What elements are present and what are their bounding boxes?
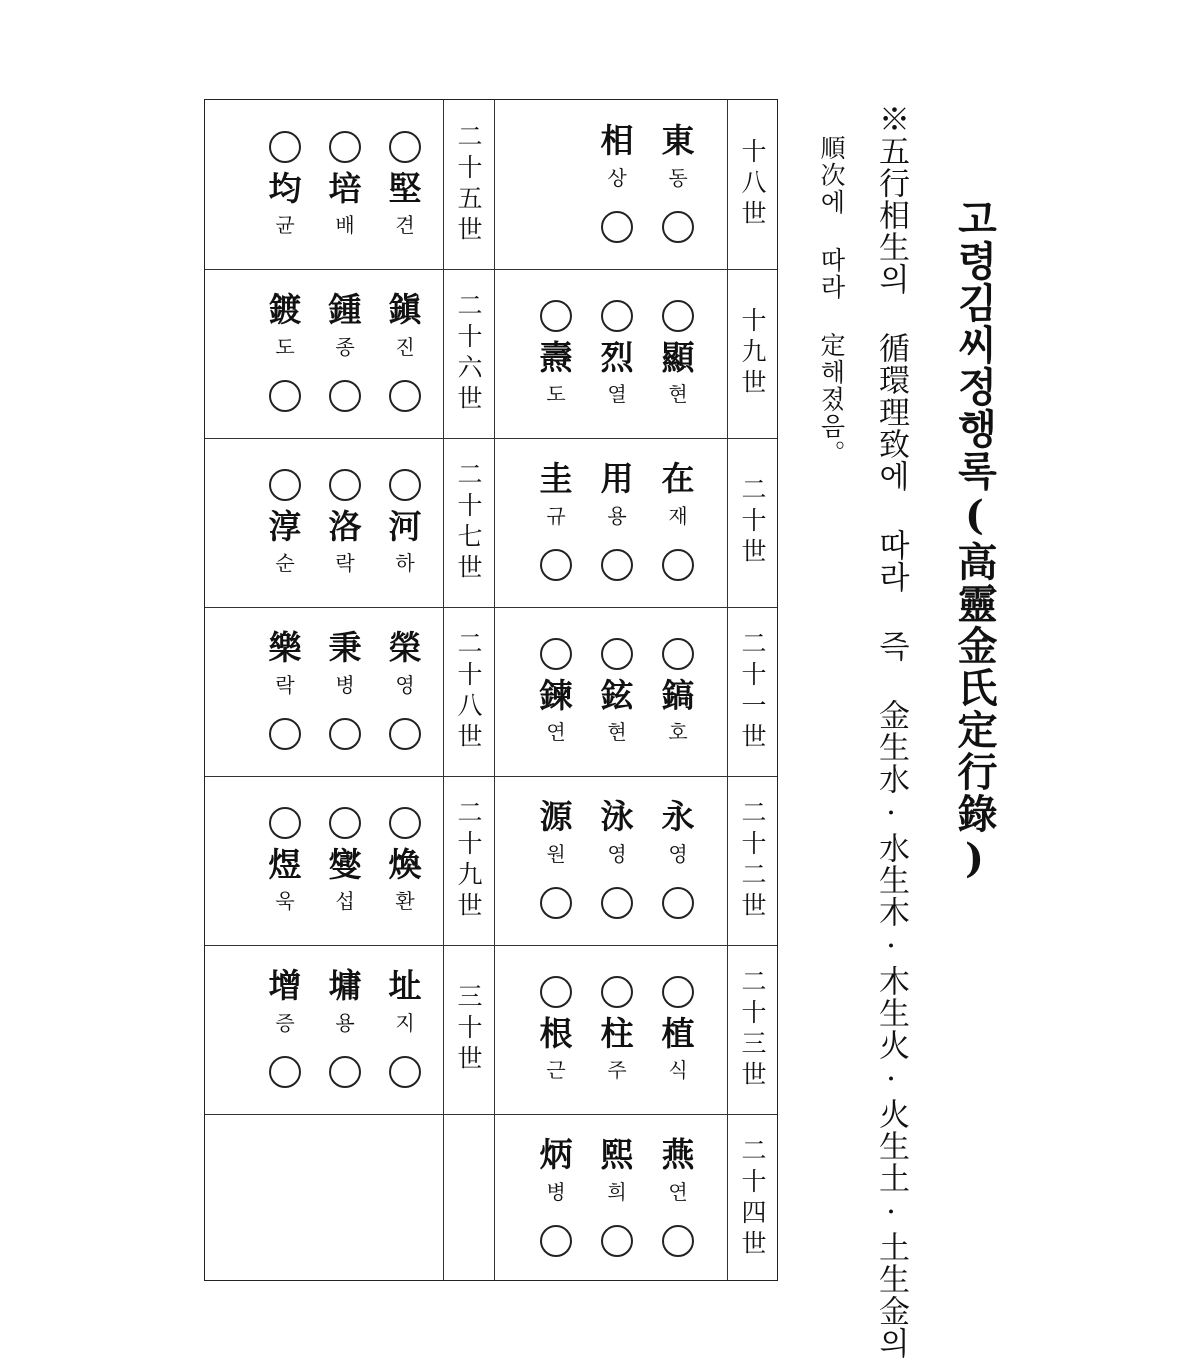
placeholder-circle-icon [662,211,694,243]
generation-text: 二十六世 [454,291,483,416]
placeholder-circle-icon [540,300,572,332]
placeholder-circle-icon [601,549,633,581]
hanja-character: 榮 [388,628,422,667]
hangul-reading: 영 [607,842,627,866]
name-entry [263,945,307,1114]
hangul-reading: 근 [546,1058,566,1082]
hanja-character: 燾 [539,338,573,377]
hanja-character: 鍾 [328,290,362,329]
name-entry [534,438,578,607]
hanja-character: 柱 [600,1014,634,1053]
generation-label [443,100,493,269]
placeholder-circle-icon [601,300,633,332]
hangul-reading: 하 [395,551,415,575]
name-entry [534,1114,578,1283]
hanja-character: 均 [268,169,302,208]
name-entry [323,269,367,438]
hangul-reading: 도 [546,382,566,406]
generation-label [443,269,493,438]
hangul-reading: 순 [275,551,295,575]
hanja-character: 東 [661,121,695,160]
hanja-character: 炳 [539,1135,573,1174]
placeholder-circle-icon [269,469,301,501]
generation-label [443,945,493,1114]
generation-text: 十八世 [738,138,767,231]
generation-label [727,1114,777,1283]
hanja-character: 相 [600,121,634,160]
placeholder-circle-icon [329,1056,361,1088]
name-entry [263,269,307,438]
hangul-reading: 병 [546,1180,566,1204]
hanja-character: 燕 [661,1135,695,1174]
hangul-reading: 락 [335,551,355,575]
placeholder-circle-icon [389,380,421,412]
placeholder-circle-icon [662,638,694,670]
generation-label [443,438,493,607]
generation-label [727,438,777,607]
hanja-character: 植 [661,1014,695,1053]
placeholder-circle-icon [601,211,633,243]
hangul-reading: 진 [395,335,415,359]
generation-text: 二十八世 [454,629,483,754]
note-line-2: 順次에 따라 定해졌음。 [817,135,846,467]
name-entry [656,1114,700,1283]
hanja-character: 熙 [600,1135,634,1174]
name-entry [595,100,639,269]
name-entry [383,776,427,945]
name-entry [534,607,578,776]
hanja-character: 鎬 [661,676,695,715]
placeholder-circle-icon [269,131,301,163]
hangul-reading: 종 [335,335,355,359]
hangul-reading: 환 [395,889,415,913]
name-entry [534,945,578,1114]
hanja-character: 秉 [328,628,362,667]
hangul-reading: 동 [668,166,688,190]
hanja-character: 鍍 [268,290,302,329]
hangul-reading: 현 [607,720,627,744]
document-title: 고령김씨정행록(高靈金氏定行錄) [951,198,998,884]
placeholder-circle-icon [662,887,694,919]
name-entry [595,438,639,607]
name-cell [205,100,443,269]
hanja-character: 根 [539,1014,573,1053]
placeholder-circle-icon [662,549,694,581]
name-entry [656,100,700,269]
placeholder-circle-icon [601,1225,633,1257]
hangul-reading: 연 [668,1180,688,1204]
placeholder-circle-icon [389,131,421,163]
placeholder-circle-icon [329,380,361,412]
hanja-character: 址 [388,966,422,1005]
generation-text: 十九世 [738,307,767,400]
name-cell [205,1114,443,1283]
placeholder-circle-icon [389,807,421,839]
hanja-character: 樂 [268,628,302,667]
name-entry [656,776,700,945]
name-cell [205,607,443,776]
name-cell [205,438,443,607]
hangul-reading: 섭 [335,889,355,913]
name-entry [656,438,700,607]
name-entry [656,945,700,1114]
hangul-reading: 영 [395,673,415,697]
name-entry [323,776,367,945]
hangul-reading: 희 [607,1180,627,1204]
hangul-reading: 증 [275,1011,295,1035]
hangul-reading: 호 [668,720,688,744]
hangul-reading: 열 [607,382,627,406]
hangul-reading: 용 [607,504,627,528]
hanja-character: 淳 [268,507,302,546]
generation-text: 三十世 [454,983,483,1076]
name-entry [323,945,367,1114]
name-entry [263,438,307,607]
placeholder-circle-icon [389,469,421,501]
name-entry [323,607,367,776]
name-entry [595,269,639,438]
name-entry [383,945,427,1114]
name-cell [494,1114,727,1283]
hanja-character: 洛 [328,507,362,546]
generation-label [443,1114,493,1283]
generation-text: 二十世 [738,476,767,569]
placeholder-circle-icon [329,469,361,501]
generation-label [443,607,493,776]
hangul-reading: 지 [395,1011,415,1035]
name-entry [323,100,367,269]
hangul-reading: 주 [607,1058,627,1082]
hangul-reading: 도 [275,335,295,359]
name-cell [494,269,727,438]
name-entry [383,438,427,607]
generation-text: 二十二世 [738,798,767,923]
hangul-reading: 현 [668,382,688,406]
hanja-character: 鉉 [600,676,634,715]
name-entry [534,776,578,945]
hangul-reading: 병 [335,673,355,697]
hangul-reading: 영 [668,842,688,866]
name-cell [205,945,443,1114]
hanja-character: 培 [328,169,362,208]
placeholder-circle-icon [662,300,694,332]
hangul-reading: 연 [546,720,566,744]
hanja-character: 墉 [328,966,362,1005]
name-entry [595,1114,639,1283]
generation-label [727,100,777,269]
hanja-character: 鎭 [388,290,422,329]
generation-name-table [204,99,778,1281]
hangul-reading: 용 [335,1011,355,1035]
hangul-reading: 상 [607,166,627,190]
name-entry [534,269,578,438]
hanja-character: 在 [661,459,695,498]
placeholder-circle-icon [329,718,361,750]
placeholder-circle-icon [540,549,572,581]
hanja-character: 烈 [600,338,634,377]
placeholder-circle-icon [540,976,572,1008]
hanja-character: 煥 [388,845,422,884]
name-entry [323,438,367,607]
hanja-character: 河 [388,507,422,546]
generation-label [727,776,777,945]
hanja-character: 堅 [388,169,422,208]
name-entry [595,776,639,945]
placeholder-circle-icon [329,807,361,839]
name-entry [383,607,427,776]
generation-label [727,269,777,438]
placeholder-circle-icon [540,887,572,919]
generation-text: 二十三世 [738,967,767,1092]
generation-text: 二十一世 [738,629,767,754]
placeholder-circle-icon [662,976,694,1008]
placeholder-circle-icon [269,718,301,750]
placeholder-circle-icon [662,1225,694,1257]
placeholder-circle-icon [269,807,301,839]
hanja-character: 燮 [328,845,362,884]
generation-text: 二十五世 [454,122,483,247]
hanja-character: 煜 [268,845,302,884]
name-cell [205,269,443,438]
hangul-reading: 락 [275,673,295,697]
generation-text: 二十九世 [454,798,483,923]
name-entry [383,100,427,269]
hanja-character: 顯 [661,338,695,377]
name-cell [494,776,727,945]
name-entry [263,776,307,945]
hangul-reading: 식 [668,1058,688,1082]
placeholder-circle-icon [601,638,633,670]
hangul-reading: 견 [395,213,415,237]
generation-label [727,945,777,1114]
generation-label [443,776,493,945]
hanja-character: 源 [539,797,573,836]
hanja-character: 增 [268,966,302,1005]
hangul-reading: 균 [275,213,295,237]
generation-text: 二十四世 [738,1136,767,1261]
name-entry [383,269,427,438]
hanja-character: 用 [600,459,634,498]
placeholder-circle-icon [269,380,301,412]
hanja-character: 圭 [539,459,573,498]
hangul-reading: 규 [546,504,566,528]
placeholder-circle-icon [389,718,421,750]
name-cell [494,100,727,269]
name-cell [494,607,727,776]
name-cell [494,438,727,607]
placeholder-circle-icon [540,638,572,670]
name-entry [595,945,639,1114]
placeholder-circle-icon [540,1225,572,1257]
name-cell [494,945,727,1114]
hanja-character: 鍊 [539,676,573,715]
hangul-reading: 욱 [275,889,295,913]
name-entry [656,607,700,776]
placeholder-circle-icon [601,976,633,1008]
placeholder-circle-icon [601,887,633,919]
note-line-1: ※五行相生의 循環理致에 따라 즉 金生水·水生木·木生火·火生土·土生金의 [873,103,909,1359]
name-entry [656,269,700,438]
hangul-reading: 재 [668,504,688,528]
name-entry [263,607,307,776]
name-entry [595,607,639,776]
generation-label [727,607,777,776]
placeholder-circle-icon [389,1056,421,1088]
placeholder-circle-icon [329,131,361,163]
placeholder-circle-icon [269,1056,301,1088]
name-entry [263,100,307,269]
generation-text: 二十七世 [454,460,483,585]
hanja-character: 永 [661,797,695,836]
name-cell [205,776,443,945]
hangul-reading: 배 [335,213,355,237]
hangul-reading: 원 [546,842,566,866]
hanja-character: 泳 [600,797,634,836]
